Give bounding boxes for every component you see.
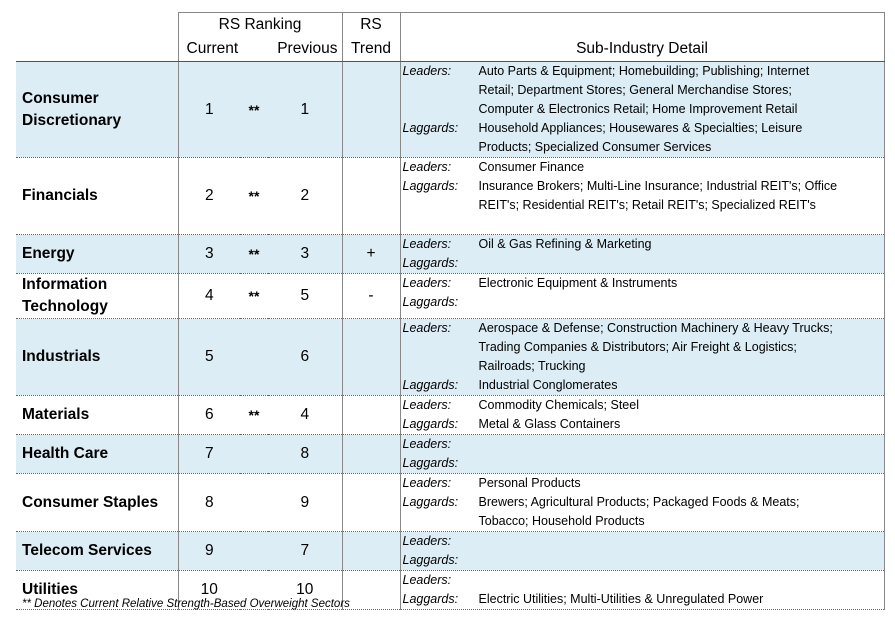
laggards-text bbox=[479, 551, 884, 570]
sector-name: Energy bbox=[16, 235, 178, 274]
laggards-line bbox=[401, 590, 884, 609]
leaders-label: Leaders: bbox=[402, 534, 452, 548]
rs-ranking-header: RS Ranking bbox=[178, 13, 342, 38]
laggards-line bbox=[401, 119, 884, 138]
current-rank: 4 bbox=[178, 274, 240, 319]
sub-industry-detail bbox=[400, 235, 884, 274]
laggards-line bbox=[401, 551, 884, 570]
current-rank: 9 bbox=[178, 532, 240, 571]
overweight-marker: ** bbox=[240, 235, 268, 274]
sector-row bbox=[16, 396, 884, 435]
leaders-text: Commodity Chemicals; Steel bbox=[478, 398, 639, 412]
laggards-label bbox=[401, 138, 479, 157]
leaders-line bbox=[401, 81, 884, 100]
leaders-text bbox=[479, 435, 884, 454]
laggards-text bbox=[479, 454, 884, 473]
laggards-text: Brewers; Agricultural Products; Packaged Foods & Meats; bbox=[478, 495, 800, 509]
leaders-line bbox=[401, 274, 884, 293]
laggards-label: Laggards: bbox=[402, 495, 459, 509]
leaders-label: Leaders: bbox=[402, 237, 452, 251]
sector-name: Telecom Services bbox=[16, 532, 178, 571]
current-rank: 10 bbox=[178, 571, 240, 610]
sector-row bbox=[16, 435, 884, 474]
sector-row bbox=[16, 532, 884, 571]
sub-industry-detail bbox=[400, 158, 884, 235]
rs-header: RS bbox=[342, 13, 400, 38]
sector-name: Information Technology bbox=[16, 274, 178, 319]
sub-industry-detail bbox=[400, 274, 884, 319]
leaders-text: Auto Parts & Equipment; Homebuilding; Publishing; Internet bbox=[478, 64, 810, 78]
rs-trend bbox=[342, 158, 400, 235]
laggards-label: Laggards: bbox=[402, 179, 459, 193]
header-row-2 bbox=[16, 37, 884, 62]
overweight-marker: ** bbox=[240, 396, 268, 435]
sub-industry-detail bbox=[400, 435, 884, 474]
leaders-text: Personal Products bbox=[478, 476, 581, 490]
leaders-label: Leaders: bbox=[402, 160, 452, 174]
leaders-line bbox=[401, 100, 884, 119]
sector-name: Utilities bbox=[16, 571, 178, 610]
laggards-text bbox=[479, 293, 884, 312]
sector-name: Industrials bbox=[16, 319, 178, 396]
rs-trend bbox=[342, 435, 400, 474]
current-rank: 7 bbox=[178, 435, 240, 474]
previous-rank: 8 bbox=[268, 435, 342, 474]
sector-row bbox=[16, 274, 884, 319]
sector-ranking-table-wrapper bbox=[16, 12, 884, 610]
laggards-line bbox=[401, 415, 884, 434]
leaders-line bbox=[401, 532, 884, 551]
laggards-label: Laggards: bbox=[402, 417, 459, 431]
overweight-marker: ** bbox=[240, 158, 268, 235]
sector-name: Materials bbox=[16, 396, 178, 435]
current-rank: 5 bbox=[178, 319, 240, 396]
sub-industry-detail bbox=[400, 62, 884, 158]
leaders-text: Electronic Equipment & Instruments bbox=[478, 276, 678, 290]
leaders-line bbox=[401, 338, 884, 357]
leaders-line bbox=[401, 435, 884, 454]
leaders-line bbox=[401, 396, 884, 415]
laggards-label bbox=[401, 196, 479, 215]
rs-trend bbox=[342, 396, 400, 435]
laggards-line bbox=[401, 293, 884, 312]
rs-trend bbox=[342, 532, 400, 571]
overweight-marker: ** bbox=[240, 62, 268, 158]
previous-rank: 2 bbox=[268, 158, 342, 235]
previous-rank: 6 bbox=[268, 319, 342, 396]
leaders-text: Computer & Electronics Retail; Home Improvement Retail bbox=[478, 102, 798, 116]
previous-rank: 10 bbox=[268, 571, 342, 610]
sector-name: Health Care bbox=[16, 435, 178, 474]
sector-row bbox=[16, 474, 884, 532]
rs-trend bbox=[342, 319, 400, 396]
leaders-label bbox=[401, 81, 479, 100]
laggards-label: Laggards: bbox=[402, 456, 459, 470]
leaders-label: Leaders: bbox=[402, 398, 452, 412]
current-rank: 2 bbox=[178, 158, 240, 235]
leaders-text bbox=[479, 532, 884, 551]
header-row-1 bbox=[16, 13, 884, 38]
laggards-line bbox=[401, 512, 884, 531]
overweight-marker bbox=[240, 435, 268, 474]
overweight-marker bbox=[240, 319, 268, 396]
laggards-line bbox=[401, 376, 884, 395]
overweight-marker bbox=[240, 474, 268, 532]
laggards-text: Products; Specialized Consumer Services bbox=[478, 140, 712, 154]
laggards-label: Laggards: bbox=[402, 256, 459, 270]
sector-name: Consumer Staples bbox=[16, 474, 178, 532]
leaders-label: Leaders: bbox=[402, 64, 452, 78]
leaders-line bbox=[401, 319, 884, 338]
sector-row bbox=[16, 62, 884, 158]
laggards-line bbox=[401, 493, 884, 512]
leaders-text: Aerospace & Defense; Construction Machinery & Heavy Trucks; bbox=[478, 321, 833, 335]
leaders-text: Trading Companies & Distributors; Air Freight & Logistics; bbox=[478, 340, 797, 354]
previous-rank: 4 bbox=[268, 396, 342, 435]
leaders-text: Railroads; Trucking bbox=[478, 359, 586, 373]
laggards-text: Tobacco; Household Products bbox=[478, 514, 645, 528]
laggards-line bbox=[401, 138, 884, 157]
sub-industry-detail bbox=[400, 396, 884, 435]
laggards-text bbox=[479, 254, 884, 273]
trend-header: Trend bbox=[342, 37, 400, 62]
laggards-text: Household Appliances; Housewares & Specialties; Leisure bbox=[478, 121, 803, 135]
rs-trend: + bbox=[342, 235, 400, 274]
previous-rank: 3 bbox=[268, 235, 342, 274]
sector-name: Consumer Discretionary bbox=[16, 62, 178, 158]
laggards-label bbox=[401, 512, 479, 531]
overweight-marker bbox=[240, 532, 268, 571]
previous-rank: 9 bbox=[268, 474, 342, 532]
sub-industry-detail bbox=[400, 571, 884, 610]
sector-row bbox=[16, 158, 884, 235]
laggards-line bbox=[401, 177, 884, 196]
leaders-line bbox=[401, 474, 884, 493]
leaders-label: Leaders: bbox=[402, 276, 452, 290]
current-header: Current bbox=[178, 37, 268, 62]
leaders-label bbox=[401, 100, 479, 119]
overweight-marker: ** bbox=[240, 274, 268, 319]
rs-trend bbox=[342, 62, 400, 158]
leaders-label bbox=[401, 338, 479, 357]
leaders-line bbox=[401, 357, 884, 376]
leaders-line bbox=[401, 571, 884, 590]
laggards-label: Laggards: bbox=[402, 121, 459, 135]
sector-row bbox=[16, 319, 884, 396]
laggards-text: Metal & Glass Containers bbox=[478, 417, 621, 431]
laggards-line bbox=[401, 254, 884, 273]
footnote: ** Denotes Current Relative Strength-Based Overweight Sectors bbox=[22, 598, 350, 610]
current-rank: 3 bbox=[178, 235, 240, 274]
previous-rank: 5 bbox=[268, 274, 342, 319]
sub-industry-detail bbox=[400, 474, 884, 532]
leaders-text bbox=[479, 571, 884, 590]
sub-industry-detail bbox=[400, 319, 884, 396]
current-rank: 1 bbox=[178, 62, 240, 158]
leaders-line bbox=[401, 62, 884, 81]
leaders-label: Leaders: bbox=[402, 321, 452, 335]
sub-industry-detail-header: Sub-Industry Detail bbox=[400, 37, 884, 62]
rs-trend bbox=[342, 474, 400, 532]
laggards-line bbox=[401, 454, 884, 473]
sector-row bbox=[16, 235, 884, 274]
laggards-text: Insurance Brokers; Multi-Line Insurance; Industrial REIT's; Office bbox=[478, 179, 838, 193]
laggards-text: REIT's; Residential REIT's; Retail REIT's; Specialized REIT's bbox=[478, 198, 816, 212]
rs-trend bbox=[342, 571, 400, 610]
leaders-label: Leaders: bbox=[402, 437, 452, 451]
current-rank: 8 bbox=[178, 474, 240, 532]
rs-trend: - bbox=[342, 274, 400, 319]
leaders-text: Oil & Gas Refining & Marketing bbox=[478, 237, 652, 251]
laggards-text: Industrial Conglomerates bbox=[478, 378, 618, 392]
previous-rank: 1 bbox=[268, 62, 342, 158]
leaders-text: Retail; Department Stores; General Merchandise Stores; bbox=[478, 83, 792, 97]
laggards-label: Laggards: bbox=[402, 592, 459, 606]
laggards-label: Laggards: bbox=[402, 295, 459, 309]
laggards-text: Electric Utilities; Multi-Utilities & Unregulated Power bbox=[478, 592, 764, 606]
previous-header: Previous bbox=[268, 37, 342, 62]
leaders-text: Consumer Finance bbox=[478, 160, 585, 174]
leaders-line bbox=[401, 158, 884, 177]
sub-industry-detail bbox=[400, 532, 884, 571]
leaders-label: Leaders: bbox=[402, 573, 452, 587]
current-rank: 6 bbox=[178, 396, 240, 435]
previous-rank: 7 bbox=[268, 532, 342, 571]
laggards-label: Laggards: bbox=[402, 378, 459, 392]
laggards-line bbox=[401, 196, 884, 215]
sector-name: Financials bbox=[16, 158, 178, 235]
sector-ranking-table bbox=[16, 12, 885, 610]
laggards-label: Laggards: bbox=[402, 553, 459, 567]
leaders-label bbox=[401, 357, 479, 376]
leaders-label: Leaders: bbox=[402, 476, 452, 490]
leaders-line bbox=[401, 235, 884, 254]
